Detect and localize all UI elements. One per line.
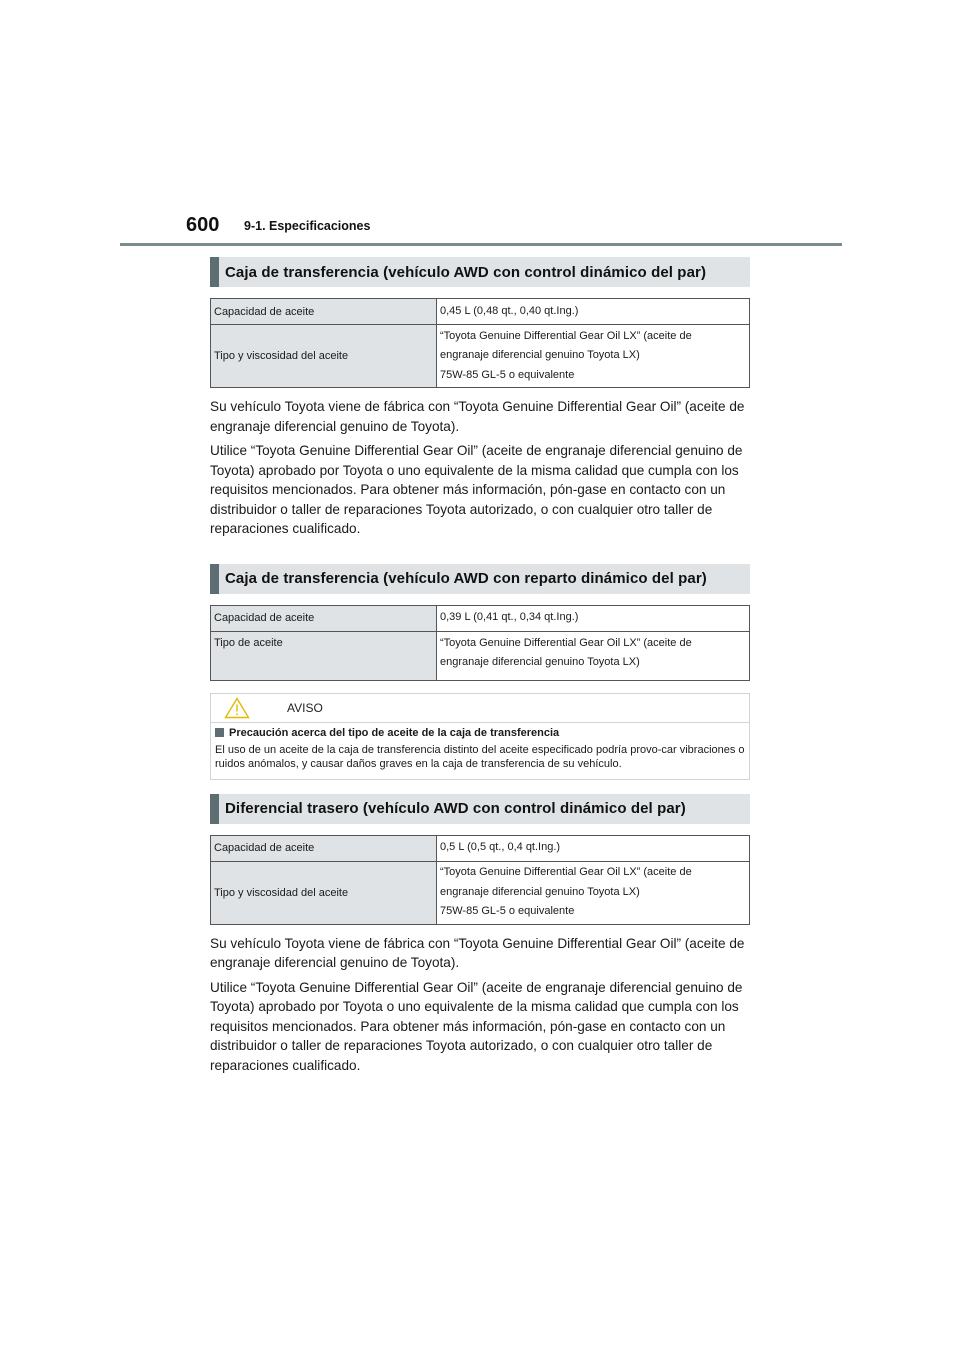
body-text	[210, 934, 750, 1076]
paragraph: Utilice “Toyota Genuine Differential Gear Oil” (aceite de engranaje diferencial genuino de Toyota) aprobado por Toyota o uno equivalente de la misma calidad que cumpla con los requisitos mencionados. Para obtener más información, pón-gase en contacto con un distribuidor o taller de reparaciones Toyota autorizado, o con cualquier otro taller de reparaciones cualificado.	[210, 979, 743, 1073]
spec-value-line: engranaje diferencial genuino Toyota LX)	[440, 656, 640, 668]
warning-box	[210, 693, 750, 780]
spec-value-line: “Toyota Genuine Differential Gear Oil LX” (aceite de	[440, 636, 692, 649]
warning-label: AVISO	[287, 700, 323, 715]
warning-subtitle-text: Precaución acerca del tipo de aceite de la caja de transferencia	[229, 726, 560, 739]
spec-label: Capacidad de aceite	[211, 605, 437, 631]
table-row	[211, 835, 750, 861]
spec-value	[437, 835, 750, 861]
spec-value-line: 75W-85 GL-5 o equivalente	[440, 905, 575, 918]
section-title-transfer-case-torque-vectoring: Caja de transferencia (vehículo AWD con reparto dinámico del par)	[210, 564, 750, 594]
spec-label: Capacidad de aceite	[211, 299, 437, 325]
spec-value-line: engranaje diferencial genuino Toyota LX)	[440, 885, 640, 898]
spec-value-line: 0,39 L (0,41 qt., 0,34 qt.Ing.)	[440, 611, 579, 624]
table-row	[211, 325, 750, 388]
spec-label: Tipo y viscosidad del aceite	[211, 325, 437, 388]
section-title-transfer-case-torque-control: Caja de transferencia (vehículo AWD con control dinámico del par)	[210, 257, 750, 287]
table-row	[211, 299, 750, 325]
warning-subtitle	[215, 727, 746, 739]
spec-value-line: 0,5 L (0,5 qt., 0,4 qt.Ing.)	[440, 841, 561, 854]
spec-label: Capacidad de aceite	[211, 835, 437, 861]
square-bullet-icon	[215, 728, 224, 737]
spec-value-line: “Toyota Genuine Differential Gear Oil LX” (aceite de	[440, 329, 692, 342]
table-row	[211, 605, 750, 631]
spec-value	[437, 861, 750, 924]
spec-value-line: 75W-85 GL-5 o equivalente	[440, 368, 575, 381]
warning-body	[211, 723, 749, 779]
spec-value	[437, 605, 750, 631]
paragraph: Utilice “Toyota Genuine Differential Gear Oil” (aceite de engranaje diferencial genuino de Toyota) aprobado por Toyota o uno equivalente de la misma calidad que cumpla con los requisitos mencionados. Para obtener más información, pón-gase en contacto con un distribuidor o taller de reparaciones Toyota autorizado, o con cualquier otro taller de reparaciones cualificado.	[210, 443, 743, 536]
table-row	[211, 861, 750, 924]
spec-table-transfer-case-torque-control	[210, 298, 750, 388]
spec-value	[437, 631, 750, 680]
spec-value-line: engranaje diferencial genuino Toyota LX)	[440, 349, 640, 362]
header-divider	[120, 243, 842, 246]
body-text	[210, 397, 750, 539]
spec-table-transfer-case-torque-vectoring	[210, 605, 750, 681]
spec-value	[437, 299, 750, 325]
spec-value-line: 0,45 L (0,48 qt., 0,40 qt.Ing.)	[440, 304, 579, 317]
spec-value	[437, 325, 750, 388]
header-section-title: 9-1. Especificaciones	[244, 219, 371, 233]
paragraph: Su vehículo Toyota viene de fábrica con “Toyota Genuine Differential Gear Oil” (aceite de engranaje diferencial genuino de Toyota).	[210, 399, 745, 434]
spec-label: Tipo y viscosidad del aceite	[211, 861, 437, 924]
spec-value-line: “Toyota Genuine Differential Gear Oil LX” (aceite de	[440, 866, 692, 879]
warning-text: El uso de un aceite de la caja de transferencia distinto del aceite especificado podría provo-car vibraciones o ruidos anómalos, y causar daños graves en la caja de transferencia de su vehículo.	[215, 743, 745, 770]
spec-label: Tipo de aceite	[211, 631, 437, 680]
table-row	[211, 631, 750, 680]
page-header	[0, 0, 960, 250]
spec-table-rear-differential	[210, 835, 750, 925]
warning-header	[211, 694, 749, 723]
page-number: 600	[186, 214, 220, 236]
section-title-rear-differential: Diferencial trasero (vehículo AWD con control dinámico del par)	[210, 794, 750, 824]
warning-triangle-icon	[224, 697, 250, 719]
page-content	[210, 257, 750, 1075]
paragraph: Su vehículo Toyota viene de fábrica con “Toyota Genuine Differential Gear Oil” (aceite de engranaje diferencial genuino de Toyota).	[210, 935, 745, 970]
